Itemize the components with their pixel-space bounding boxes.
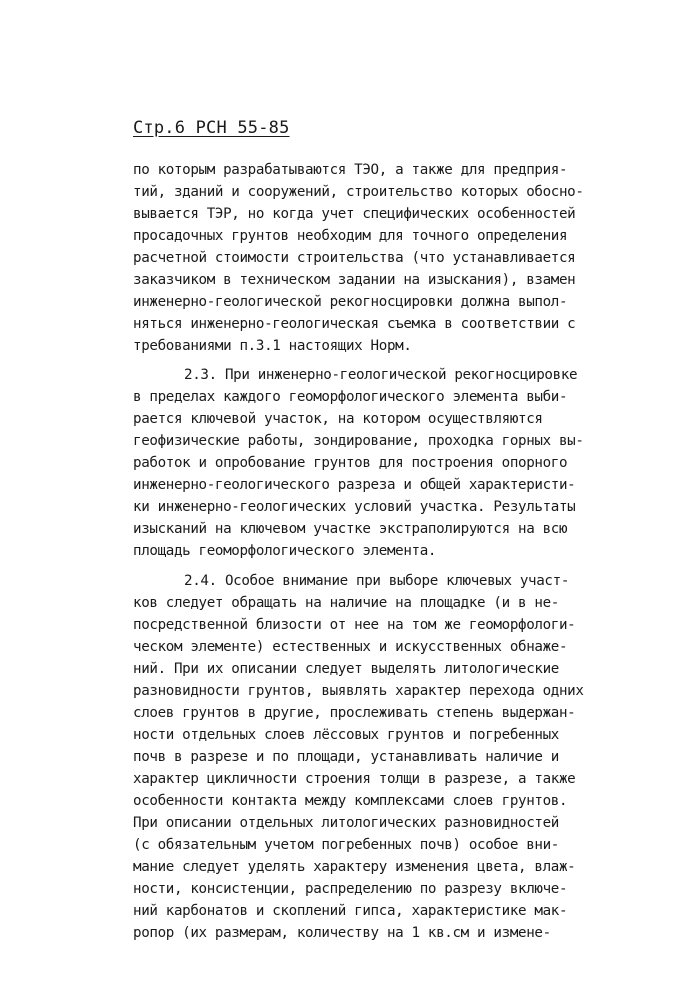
text-line: слоев грунтов в другие, прослеживать степень выдержан- [133, 705, 576, 721]
text-line: просадочных грунтов необходим для точного определения [133, 228, 568, 244]
text-line: мание следует уделять характеру изменения цвета, влаж- [133, 859, 576, 875]
text-line: няться инженерно-геологическая съемка в соответствии с [133, 316, 576, 332]
text-line: (с обязательным учетом погребенных почв) особое вни- [133, 837, 559, 853]
text-line: особенности контакта между комплексами слоев грунтов. [133, 793, 568, 809]
text-line: ков следует обращать на наличие на площадке (и в не- [133, 595, 559, 611]
text-line: рается ключевой участок, на котором осуществляются [133, 411, 543, 427]
text-line: по которым разрабатываются ТЭО, а также для предприя- [133, 162, 568, 178]
text-line: ческом элементе) естественных и искусственных обнаже- [133, 639, 568, 655]
text-line: разновидности грунтов, выявлять характер перехода одних [133, 683, 584, 699]
text-line: в пределах каждого геоморфологического элемента выби- [133, 389, 568, 405]
text-line: инженерно-геологического разреза и общей характеристи- [133, 477, 576, 493]
text-line: ности отдельных слоев лёссовых грунтов и погребенных [133, 727, 559, 743]
text-line: При описании отдельных литологических разновидностей [133, 815, 559, 831]
text-line: площадь геоморфологического элемента. [133, 543, 437, 559]
text-line: 2.4. Особое внимание при выборе ключевых участ- [184, 573, 570, 589]
text-line: геофизические работы, зондирование, проходка горных вы- [133, 433, 584, 449]
text-line: тий, зданий и сооружений, строительство которых обосно- [133, 184, 584, 200]
text-line: заказчиком в техническом задании на изыскания), взамен [133, 272, 576, 288]
text-line: ний карбонатов и скоплений гипса, характеристике мак- [133, 903, 568, 919]
text-line: посредственной близости от нее на том же геоморфологи- [133, 617, 576, 633]
text-line: расчетной стоимости строительства (что устанавливается [133, 250, 576, 266]
text-line: ний. При их описании следует выделять литологические [133, 661, 559, 677]
text-line: ности, консистенции, распределению по разрезу включе- [133, 881, 568, 897]
text-line: ропор (их размерам, количеству на 1 кв.см и измене- [133, 925, 551, 941]
text-line: характер цикличности строения толщи в разрезе, а также [133, 771, 576, 787]
text-line: ки инженерно-геологических условий участка. Результаты [133, 499, 576, 515]
page-header: Стр.6 РСН 55-85 [133, 118, 290, 138]
text-line: работок и опробование грунтов для построения опорного [133, 455, 568, 471]
text-line: вывается ТЭР, но когда учет специфических особенностей [133, 206, 576, 222]
text-line: инженерно-геологической рекогносцировки должна выпол- [133, 294, 568, 310]
text-line: требованиями п.3.1 настоящих Норм. [133, 338, 412, 354]
text-line: 2.3. При инженерно-геологической рекогносцировке [184, 367, 578, 383]
text-line: изысканий на ключевом участке экстраполируются на всю [133, 521, 568, 537]
text-line: почв в разрезе и по площади, устанавливать наличие и [133, 749, 559, 765]
